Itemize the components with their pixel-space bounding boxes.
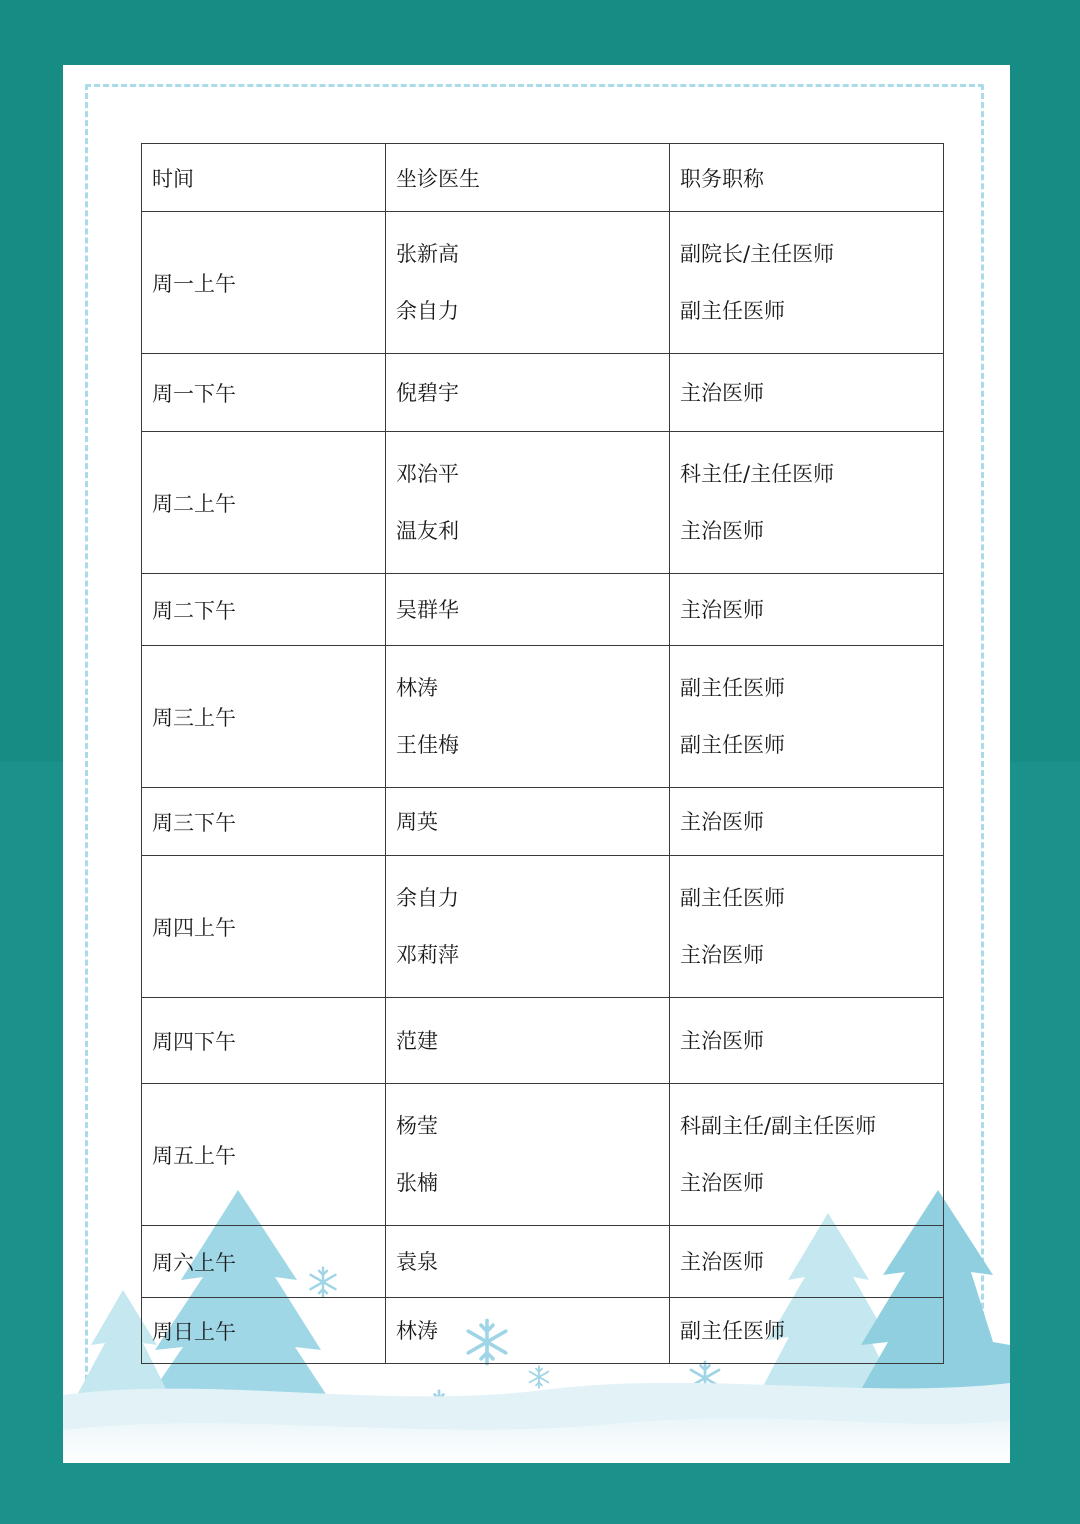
job-title: 副主任医师 xyxy=(680,676,785,700)
table-row xyxy=(142,1298,944,1364)
table-row xyxy=(142,856,944,998)
doctor-name: 邓治平 xyxy=(396,462,459,486)
doctor-name: 林涛 xyxy=(396,676,438,700)
time-cell: 周一下午 xyxy=(142,354,386,432)
schedule-table xyxy=(141,143,944,1364)
table-row xyxy=(142,212,944,354)
job-title: 主治医师 xyxy=(680,1249,764,1274)
time-cell: 周三上午 xyxy=(142,646,386,788)
snowflake-icon xyxy=(530,1366,549,1388)
doctor-cell xyxy=(386,646,670,788)
time-cell: 周二下午 xyxy=(142,574,386,646)
doctor-cell xyxy=(386,1298,670,1364)
title-cell xyxy=(670,1084,944,1226)
time-cell: 周二上午 xyxy=(142,432,386,574)
schedule-paper xyxy=(63,65,1010,1463)
doctor-name: 邓莉萍 xyxy=(396,943,459,967)
title-cell xyxy=(670,646,944,788)
table-row xyxy=(142,1084,944,1226)
doctor-cell xyxy=(386,1226,670,1298)
job-title: 主治医师 xyxy=(680,809,764,834)
title-cell xyxy=(670,1226,944,1298)
time-cell: 周日上午 xyxy=(142,1298,386,1364)
doctor-name: 倪碧宇 xyxy=(396,380,459,405)
doctor-name: 范建 xyxy=(396,1028,438,1053)
doctor-name: 杨莹 xyxy=(396,1114,438,1138)
title-cell xyxy=(670,1298,944,1364)
job-title: 主治医师 xyxy=(680,943,764,967)
title-cell xyxy=(670,212,944,354)
doctor-name: 张楠 xyxy=(396,1171,438,1195)
time-cell: 周四上午 xyxy=(142,856,386,998)
job-title: 主治医师 xyxy=(680,1171,764,1195)
table-row xyxy=(142,1226,944,1298)
doctor-name: 王佳梅 xyxy=(396,733,459,757)
time-cell: 周六上午 xyxy=(142,1226,386,1298)
title-cell xyxy=(670,788,944,856)
job-title: 科副主任/副主任医师 xyxy=(680,1114,877,1138)
doctor-name: 袁泉 xyxy=(396,1249,438,1274)
title-cell xyxy=(670,998,944,1084)
job-title: 副主任医师 xyxy=(680,733,785,757)
title-cell xyxy=(670,574,944,646)
job-title: 主治医师 xyxy=(680,597,764,622)
title-cell xyxy=(670,354,944,432)
doctor-name: 余自力 xyxy=(396,886,459,910)
doctor-name: 张新高 xyxy=(396,242,459,266)
doctor-cell xyxy=(386,998,670,1084)
doctor-name: 周英 xyxy=(396,809,438,834)
time-cell: 周一上午 xyxy=(142,212,386,354)
snow-ground xyxy=(63,1383,1010,1463)
header-doctor: 坐诊医生 xyxy=(386,144,670,212)
table-row xyxy=(142,574,944,646)
table-header-row xyxy=(142,144,944,212)
job-title: 副主任医师 xyxy=(680,299,785,323)
header-title: 职务职称 xyxy=(670,144,944,212)
job-title: 副主任医师 xyxy=(680,886,785,910)
doctor-cell xyxy=(386,574,670,646)
job-title: 主治医师 xyxy=(680,380,764,405)
table-row xyxy=(142,354,944,432)
time-cell: 周四下午 xyxy=(142,998,386,1084)
doctor-name: 林涛 xyxy=(396,1318,438,1343)
doctor-cell xyxy=(386,432,670,574)
doctor-cell xyxy=(386,354,670,432)
doctor-cell xyxy=(386,212,670,354)
table-row xyxy=(142,788,944,856)
doctor-cell xyxy=(386,788,670,856)
header-time: 时间 xyxy=(142,144,386,212)
time-cell: 周五上午 xyxy=(142,1084,386,1226)
doctor-name: 余自力 xyxy=(396,299,459,323)
doctor-cell xyxy=(386,856,670,998)
title-cell xyxy=(670,856,944,998)
job-title: 副院长/主任医师 xyxy=(680,242,835,266)
doctor-name: 吴群华 xyxy=(396,597,459,622)
time-cell: 周三下午 xyxy=(142,788,386,856)
table-row xyxy=(142,646,944,788)
doctor-name: 温友利 xyxy=(396,519,459,543)
title-cell xyxy=(670,432,944,574)
table-row xyxy=(142,998,944,1084)
job-title: 主治医师 xyxy=(680,1028,764,1053)
job-title: 科主任/主任医师 xyxy=(680,462,835,486)
doctor-cell xyxy=(386,1084,670,1226)
table-row xyxy=(142,432,944,574)
job-title: 主治医师 xyxy=(680,519,764,543)
job-title: 副主任医师 xyxy=(680,1318,785,1343)
